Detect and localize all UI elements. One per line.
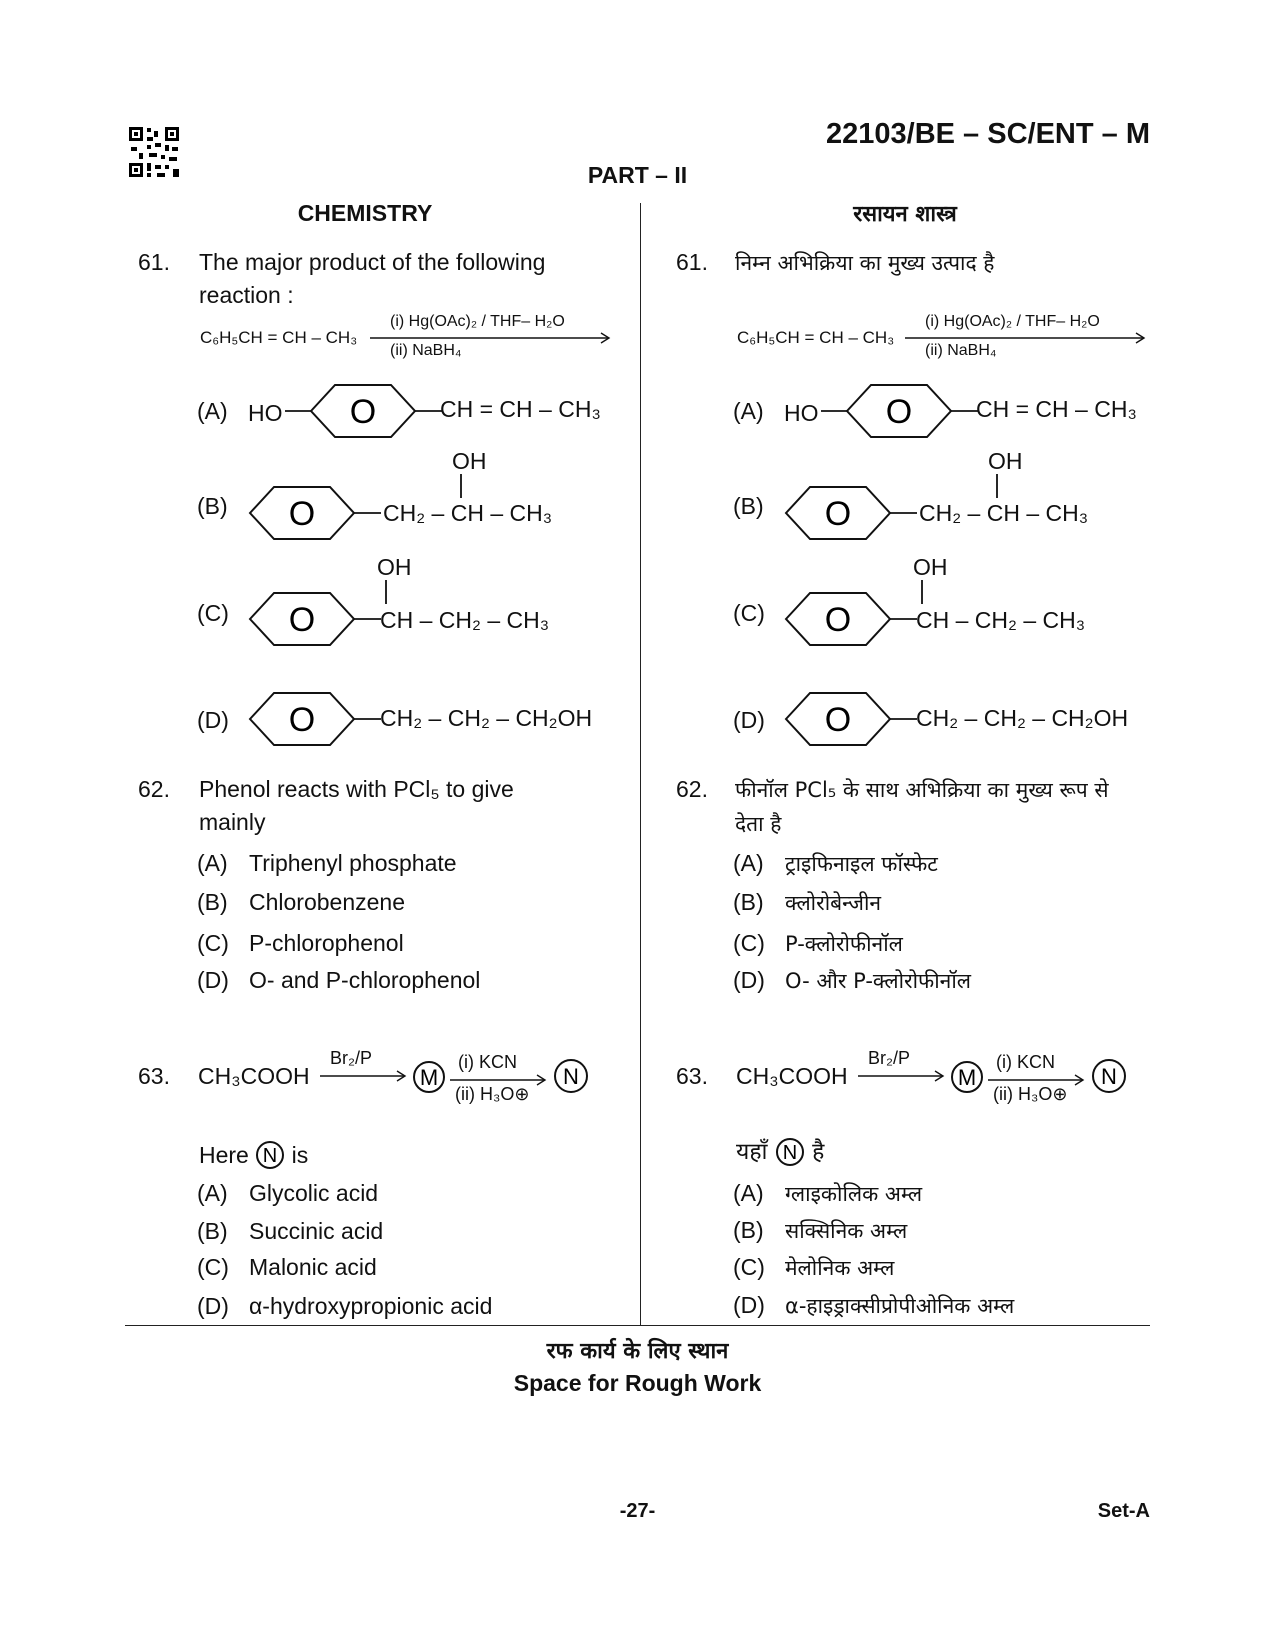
- here-text: Here N is: [199, 1142, 309, 1168]
- structure-chain: CH₂ – CH – CH₃: [383, 500, 553, 526]
- option-c: (C) P-क्लोरोफीनॉल: [733, 930, 903, 956]
- bond-line: [384, 580, 388, 604]
- svg-text:O: O: [349, 393, 377, 431]
- set-label: Set-A: [1097, 1500, 1150, 1522]
- reaction-reactant: C₆H₅CH = CH – CH₃: [737, 328, 895, 347]
- circle-m-icon: [412, 1060, 446, 1094]
- option-c: (C) मेलोनिक अम्ल: [733, 1254, 895, 1280]
- chemistry-heading-hindi: रसायन शास्त्र: [853, 202, 957, 227]
- option-b: (B) Succinic acid: [197, 1218, 384, 1244]
- option-label: (B): [733, 493, 764, 519]
- paper-code: 22103/BE – SC/ENT – M: [826, 118, 1150, 150]
- reaction-arrow: [858, 1070, 948, 1082]
- option-a: (A) ट्राइफिनाइल फॉस्फेट: [733, 850, 938, 876]
- page-number: -27-: [619, 1500, 656, 1522]
- question-text: The major product of the following: [199, 249, 546, 275]
- option-c: (C) Malonic acid: [197, 1254, 377, 1280]
- option-label: (C): [733, 600, 765, 626]
- rough-work-heading-hindi: रफ कार्य के लिए स्थान: [546, 1339, 729, 1364]
- structure-chain: CH = CH – CH₃: [440, 396, 601, 422]
- question-text: mainly: [199, 809, 266, 835]
- reaction-reagent-top: (i) Hg(OAc)₂ / THF– H₂O: [390, 313, 565, 330]
- question-text-hindi: निम्न अभिक्रिया का मुख्य उत्पाद है: [735, 251, 995, 275]
- benzene-ring-icon: [248, 590, 383, 648]
- option-b: (B) Chlorobenzene: [197, 889, 406, 915]
- structure-chain: CH – CH₂ – CH₃: [916, 607, 1086, 633]
- reagent-1: Br₂/P: [330, 1048, 372, 1068]
- reagent-2-top: (i) KCN: [996, 1052, 1055, 1072]
- option-c: (C) P-chlorophenol: [197, 930, 404, 956]
- svg-text:O: O: [288, 601, 316, 639]
- structure-substituent: HO: [248, 400, 283, 426]
- option-a: (A) Glycolic acid: [197, 1180, 379, 1206]
- option-b: (B) सक्सिनिक अम्ल: [733, 1217, 908, 1243]
- svg-text:O: O: [288, 495, 316, 533]
- option-label: (C): [197, 600, 229, 626]
- svg-text:O: O: [824, 701, 852, 739]
- option-b: (B) क्लोरोबेन्जीन: [733, 889, 882, 915]
- option-a: (A) Triphenyl phosphate: [197, 850, 457, 876]
- structure-oh: OH: [913, 554, 948, 580]
- reaction-reactant: C₆H₅CH = CH – CH₃: [200, 328, 358, 347]
- question-text: reaction :: [199, 282, 294, 308]
- reagent-1: Br₂/P: [868, 1048, 910, 1068]
- bond-line: [995, 474, 999, 498]
- rough-work-heading: Space for Rough Work: [513, 1370, 762, 1396]
- bond-line: [920, 580, 924, 604]
- reaction-reagent-bottom: (ii) NaBH₄: [390, 342, 462, 359]
- option-label: (A): [733, 398, 764, 424]
- question-number: 62.: [138, 776, 170, 802]
- benzene-ring-icon: [285, 382, 445, 440]
- part-heading: PART – II: [587, 162, 688, 188]
- reaction-reagent-bottom: (ii) NaBH₄: [925, 342, 997, 359]
- svg-text:M: M: [957, 1065, 977, 1090]
- benzene-ring-icon: [248, 690, 383, 748]
- benzene-ring-icon: [821, 382, 981, 440]
- structure-chain: CH₂ – CH₂ – CH₂OH: [380, 705, 593, 731]
- svg-text:N: N: [263, 1145, 278, 1167]
- question-text-hindi: देता है: [735, 812, 782, 836]
- structure-oh: OH: [377, 554, 412, 580]
- svg-text:O: O: [824, 601, 852, 639]
- circle-n-icon: [255, 1140, 285, 1170]
- option-label: (D): [197, 707, 229, 733]
- structure-chain: CH = CH – CH₃: [976, 396, 1137, 422]
- benzene-ring-icon: [784, 590, 919, 648]
- reagent-2-bottom: (ii) H₃O⊕: [455, 1084, 530, 1104]
- svg-text:N: N: [782, 1142, 798, 1164]
- svg-text:N: N: [563, 1064, 579, 1089]
- option-d: (D) O- and P-chlorophenol: [197, 967, 481, 993]
- benzene-ring-icon: [784, 690, 919, 748]
- structure-oh: OH: [988, 448, 1023, 474]
- option-d: (D) O- और P-क्लोरोफीनॉल: [733, 967, 972, 993]
- option-label: (D): [733, 707, 765, 733]
- reaction-arrow: [988, 1074, 1088, 1086]
- rough-work-divider: [125, 1325, 1150, 1326]
- reagent-2-bottom: (ii) H₃O⊕: [993, 1084, 1068, 1104]
- question-number: 63.: [676, 1063, 708, 1089]
- structure-chain: CH₂ – CH – CH₃: [919, 500, 1089, 526]
- reagent-2-top: (i) KCN: [458, 1052, 517, 1072]
- circle-m-icon: [950, 1060, 984, 1094]
- circle-n-icon: [553, 1058, 589, 1094]
- question-number: 61.: [138, 249, 170, 275]
- question-text-hindi: फीनॉल PCl₅ के साथ अभिक्रिया का मुख्य रूप से: [735, 778, 1109, 802]
- svg-text:O: O: [288, 701, 316, 739]
- question-number: 61.: [676, 249, 708, 275]
- question-number: 62.: [676, 776, 708, 802]
- reaction-reagent-top: (i) Hg(OAc)₂ / THF– H₂O: [925, 313, 1100, 330]
- circle-n-icon: [775, 1137, 805, 1167]
- chemistry-heading: CHEMISTRY: [297, 200, 433, 226]
- structure-chain: CH – CH₂ – CH₃: [380, 607, 550, 633]
- question-text: Phenol reacts with PCl₅ to give: [199, 776, 514, 802]
- here-text-hindi: यहाँ N है: [736, 1139, 825, 1165]
- svg-text:O: O: [885, 393, 913, 431]
- structure-chain: CH₂ – CH₂ – CH₂OH: [916, 705, 1129, 731]
- circle-n-icon: [1091, 1058, 1127, 1094]
- option-a: (A) ग्लाइकोलिक अम्ल: [733, 1180, 923, 1206]
- column-divider: [640, 203, 641, 1325]
- option-d: (D) α-हाइड्राक्सीप्रोपीओनिक अम्ल: [733, 1292, 1015, 1318]
- option-label: (A): [197, 398, 228, 424]
- option-label: (B): [197, 493, 228, 519]
- reaction-reactant: CH₃COOH: [198, 1063, 310, 1089]
- svg-text:O: O: [824, 495, 852, 533]
- question-number: 63.: [138, 1063, 170, 1089]
- reaction-arrow: [905, 332, 1150, 344]
- option-d: (D) α-hydroxypropionic acid: [197, 1293, 493, 1319]
- reaction-arrow: [370, 332, 615, 344]
- benzene-ring-icon: [784, 484, 919, 542]
- reaction-arrow: [320, 1070, 410, 1082]
- svg-text:N: N: [1101, 1064, 1117, 1089]
- reaction-reactant: CH₃COOH: [736, 1063, 848, 1089]
- structure-oh: OH: [452, 448, 487, 474]
- svg-text:M: M: [419, 1065, 439, 1090]
- bond-line: [459, 474, 463, 498]
- benzene-ring-icon: [248, 484, 383, 542]
- structure-substituent: HO: [784, 400, 819, 426]
- reaction-arrow: [450, 1074, 550, 1086]
